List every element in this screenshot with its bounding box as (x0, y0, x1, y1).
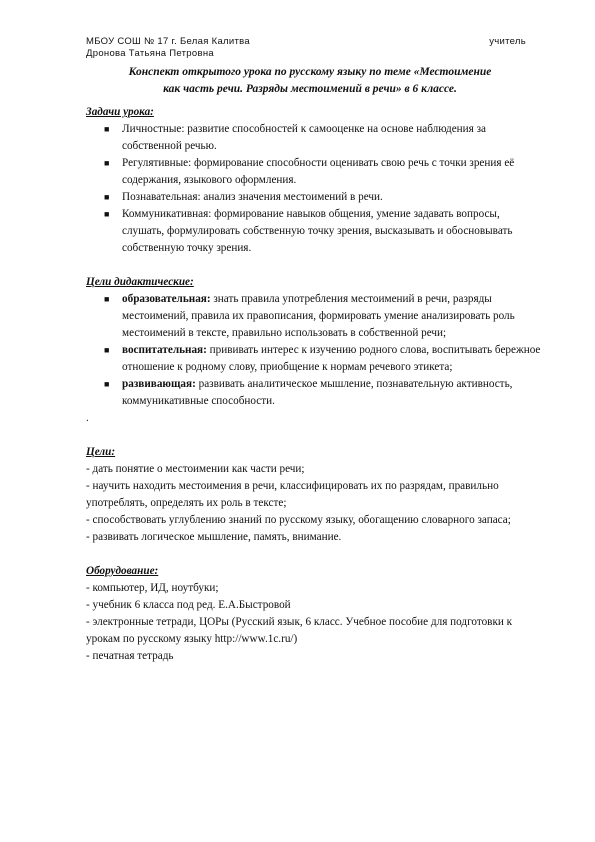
didactic-label: образовательная: (122, 293, 211, 305)
list-item: ■ развивающая: развивать аналитическое мышление, познавательную активность, коммуникативные способности. (104, 378, 513, 407)
square-bullet-icon: ■ (104, 379, 110, 389)
square-bullet-icon: ■ (104, 158, 110, 168)
header-row (86, 36, 526, 48)
square-bullet-icon: ■ (104, 294, 110, 304)
stray-mark: . (86, 412, 89, 424)
equipment-item: - электронные тетради, ЦОРы (Русский язык, 6 класс. Учебное пособие для подготовки к урокам по русскому языку http://www.1c.ru/) (86, 616, 513, 645)
list-item: ■ образовательная: знать правила употребления местоимений в речи, разряды местоимений, правила их правописания, формировать умение анализировать роль местоимений в тексте, правильно использовать в собственной речи; (104, 293, 515, 339)
list-item: ■ воспитательная: прививать интерес к изучению родного слова, воспитывать бережное отношение к родному слову, приобщение к нормам речевого этикета; (104, 344, 541, 373)
list-item: ■ Коммуникативная: формирование навыков общения, умение задавать вопросы, слушать, формулировать собственную точку зрения, высказывать и обосновывать собственную точку зрения. (104, 208, 513, 254)
goal-item: - дать понятие о местоимении как части речи; (86, 463, 305, 475)
list-item: ■ Личностные: развитие способностей к самооценке на основе наблюдения за собственной речью. (104, 123, 486, 152)
title-line-2: как часть речи. Разряды местоимений в речи» в 6 классе. (163, 83, 457, 95)
document-body (86, 104, 541, 665)
didactic-label: воспитательная: (122, 344, 207, 356)
page-header (86, 36, 526, 60)
title-line-1: Конспект открытого урока по русскому языку по теме «Местоимение (128, 66, 492, 78)
square-bullet-icon: ■ (104, 192, 110, 202)
square-bullet-icon: ■ (104, 209, 110, 219)
goal-item: - развивать логическое мышление, память, внимание. (86, 531, 342, 543)
goal-item: - способствовать углублению знаний по русскому языку, обогащению словарного запаса; (86, 514, 511, 526)
teacher-role: учитель (489, 36, 526, 47)
tasks-heading: Задачи урока: (86, 106, 154, 118)
goals-heading: Цели: (86, 446, 116, 458)
didactic-list (86, 291, 541, 410)
school-name: МБОУ СОШ № 17 г. Белая Калитва (86, 36, 250, 47)
list-item: ■ Познавательная: анализ значения местоимений в речи. (86, 189, 541, 206)
square-bullet-icon: ■ (104, 124, 110, 134)
equipment-item: - учебник 6 класса под ред. Е.А.Быстровой (86, 599, 291, 611)
document-title (80, 64, 540, 98)
equipment-section (86, 563, 541, 665)
goal-item: - научить находить местоимения в речи, классифицировать их по разрядам, правильно употреблять, определять их роль в тексте; (86, 480, 499, 509)
list-item: ■ Регулятивные: формирование способности оценивать свою речь с точки зрения её содержания, языкового оформления. (104, 157, 515, 186)
goals-section (86, 444, 541, 546)
equipment-heading: Оборудование: (86, 565, 159, 577)
didactic-label: развивающая: (122, 378, 196, 390)
didactic-heading: Цели дидактические: (86, 276, 194, 288)
teacher-name: Дронова Татьяна Петровна (86, 48, 214, 59)
equipment-item: - печатная тетрадь (86, 650, 174, 662)
tasks-list (86, 121, 541, 257)
square-bullet-icon: ■ (104, 345, 110, 355)
equipment-item: - компьютер, ИД, ноутбуки; (86, 582, 219, 594)
